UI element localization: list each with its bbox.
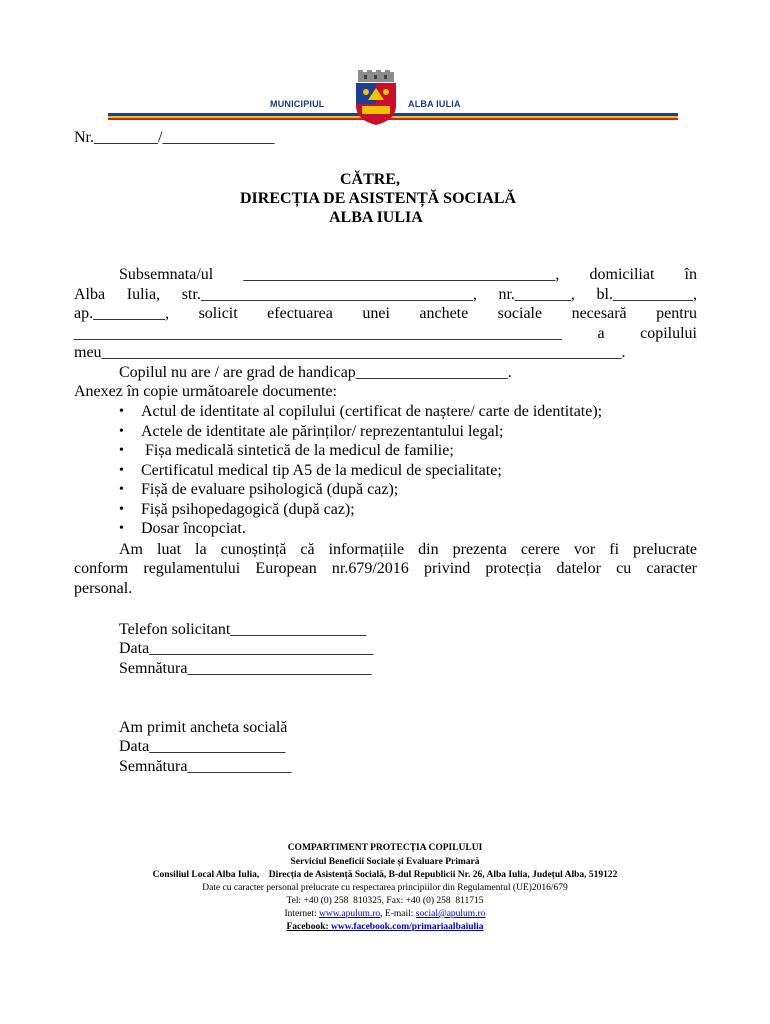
list-item: Fișa medicală sintetică de la medicul de familie;: [141, 442, 454, 459]
bullet-icon: •: [119, 404, 124, 419]
bullet-icon: •: [119, 521, 124, 536]
list-item: Actul de identitate al copilului (certificat de naștere/ carte de identitate);: [141, 403, 603, 420]
bullet-icon: •: [119, 502, 124, 517]
form-line-child: _____________________________________________________________ a copilului: [74, 325, 697, 342]
addressee-institution: DIRECȚIA DE ASISTENȚĂ SOCIALĂ: [240, 190, 517, 207]
bullet-icon: •: [119, 424, 124, 439]
municipality-label: MUNICIPIUL: [270, 99, 325, 109]
list-item: Fișă de evaluare psihologică (după caz);: [141, 481, 399, 498]
applicant-date-field: Data____________________________: [119, 640, 374, 657]
city-coat-of-arms-icon: [350, 70, 402, 126]
addressee-to: CĂTRE,: [340, 171, 401, 188]
email-link[interactable]: social@apulum.ro: [415, 909, 486, 919]
form-line-street: Alba Iulia, str.__________________________________, nr._______, bl.__________,: [74, 286, 697, 303]
footer-department: COMPARTIMENT PROTECȚIA COPILULUI: [287, 843, 483, 853]
received-statement: Am primit ancheta socială: [119, 719, 288, 736]
form-line-child-name: meu_________________________________________________________________.: [74, 344, 626, 361]
list-item: Certificatul medical tip A5 de la medicul de specialitate;: [141, 462, 502, 479]
bullet-icon: •: [119, 463, 124, 478]
bullet-icon: •: [119, 482, 124, 497]
registration-number-line: Nr.________/______________: [74, 129, 275, 146]
annex-intro: Anexez în copie următoarele documente:: [74, 383, 337, 400]
form-line-undersigned: Subsemnata/ul _______________________________________, domiciliat în: [119, 266, 697, 283]
city-label: ALBA IULIA: [408, 99, 461, 109]
footer-service: Serviciul Beneficii Sociale și Evaluare Primară: [290, 857, 480, 867]
list-item: Dosar încopciat.: [141, 520, 246, 537]
bullet-icon: •: [119, 443, 124, 458]
website-link[interactable]: www.apulum.ro: [319, 909, 381, 919]
facebook-label: Facebook:: [286, 922, 332, 932]
footer-address: Consiliul Local Alba Iulia, Direcția de Asistență Socială, B-dul Republicii Nr. 26, Alba Iulia, Județul Alba, 519122: [152, 870, 618, 880]
facebook-link[interactable]: www.facebook.com/primariaalbaiulia: [331, 922, 484, 932]
applicant-signature-field: Semnătura_______________________: [119, 660, 372, 677]
page-header: [0, 68, 770, 128]
applicant-phone-field: Telefon solicitant_________________: [119, 621, 367, 638]
handicap-statement: Copilul nu are / are grad de handicap___________________.: [119, 364, 512, 381]
footer-facebook: [0, 921, 770, 934]
footer-email-label: , E-mail:: [380, 909, 416, 919]
footer-phone-fax: Tel: +40 (0) 258 810325, Fax: +40 (0) 258 811715: [286, 896, 484, 906]
gdpr-notice-line-2: conform regulamentului European nr.679/2016 privind protecția datelor cu caracter: [74, 560, 697, 577]
footer-internet-label: Internet:: [284, 909, 320, 919]
gdpr-notice-line-1: Am luat la cunoștință că informațiile din prezenta cerere vor fi prelucrate: [119, 541, 697, 558]
received-date-field: Data_________________: [119, 738, 286, 755]
addressee-city: ALBA IULIA: [329, 209, 423, 226]
list-item: Actele de identitate ale părinților/ reprezentantului legal;: [141, 423, 504, 440]
footer-contact: [0, 908, 770, 921]
received-signature-field: Semnătura_____________: [119, 758, 292, 775]
footer-gdpr: Date cu caracter personal prelucrate cu respectarea principiilor din Regulamentul (UE)2016/679: [202, 883, 568, 893]
form-line-request: ap._________, solicit efectuarea unei anchete sociale necesară pentru: [74, 305, 697, 322]
list-item: Fișă psihopedagogică (după caz);: [141, 501, 355, 518]
gdpr-notice-line-3: personal.: [74, 580, 133, 597]
